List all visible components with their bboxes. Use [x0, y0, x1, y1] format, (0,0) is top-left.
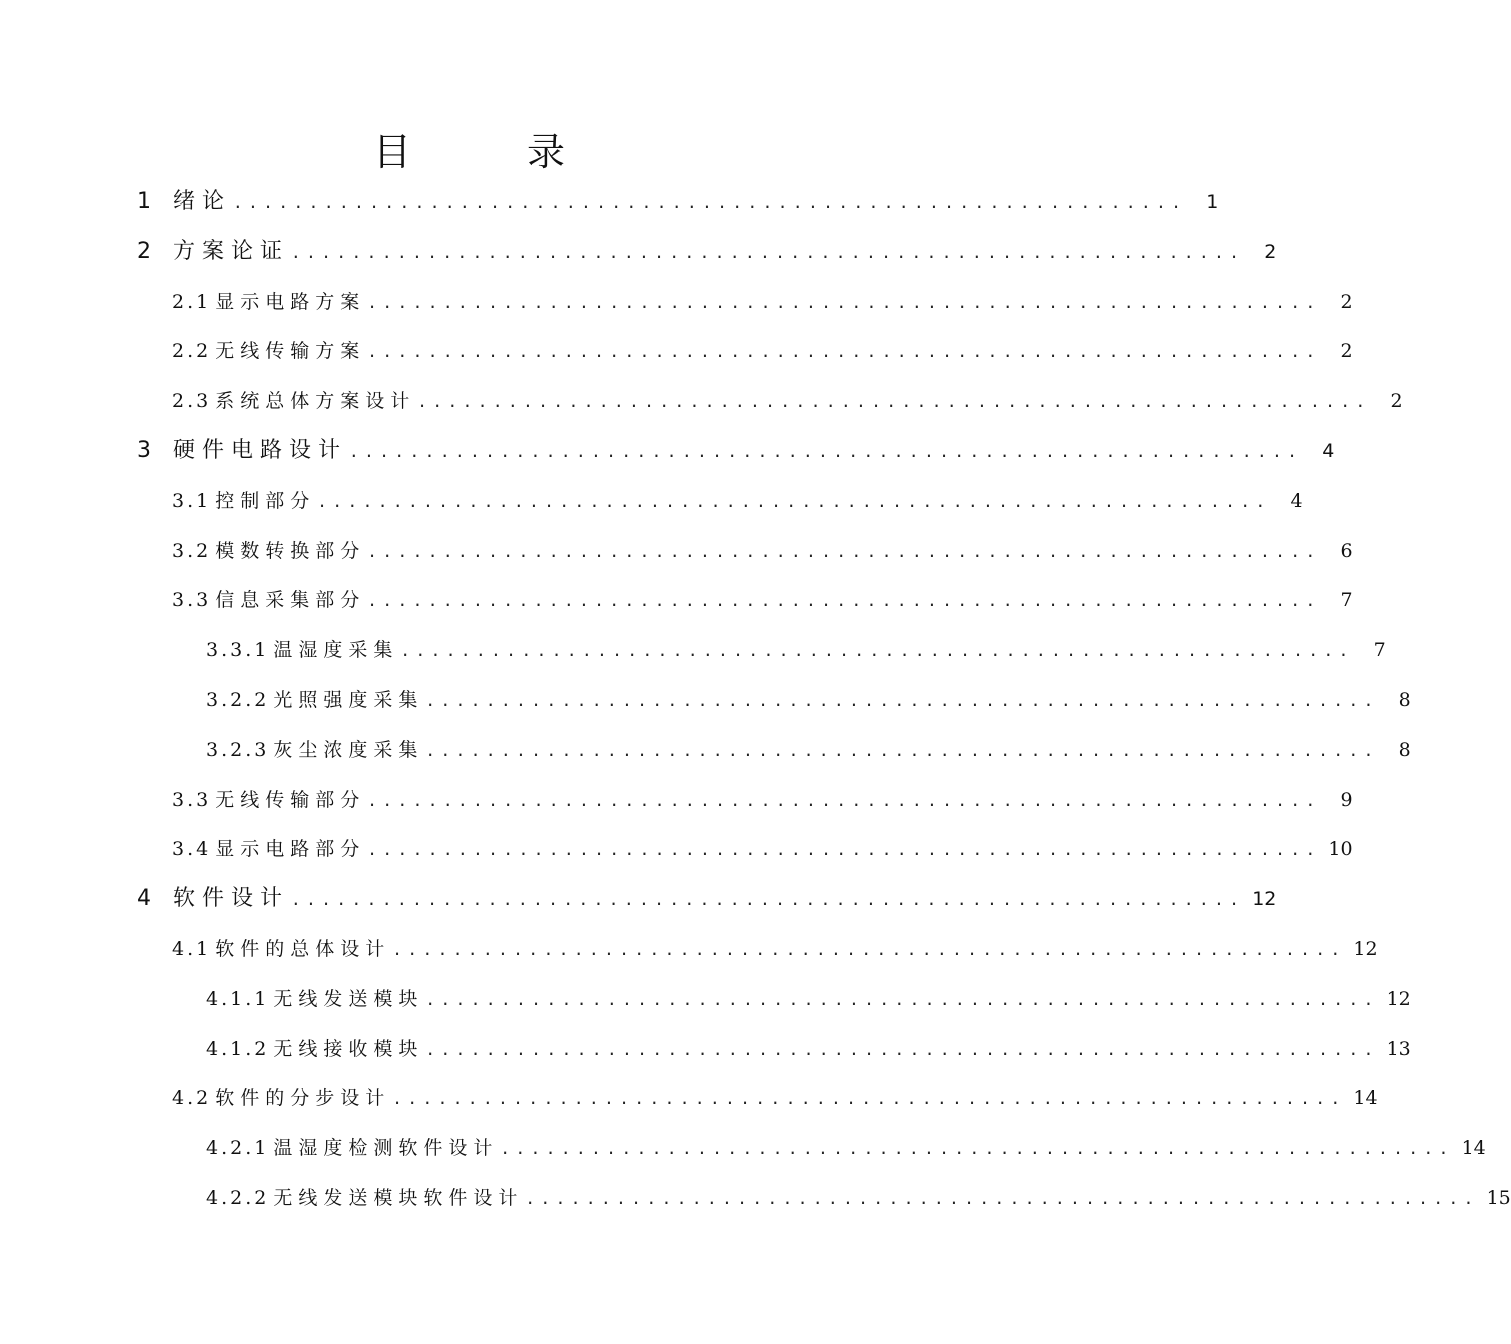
toc-entry-page: 12 — [1386, 987, 1411, 1010]
dot-leader: ............................................................... — [425, 740, 1379, 760]
toc-entry-page: 2 — [1340, 290, 1353, 313]
toc-entry-number: 4.1.2 — [206, 1037, 270, 1060]
toc-entry-page: 12 — [1353, 938, 1378, 960]
toc-entry-title: 光照强度采集 — [273, 689, 424, 711]
toc-entry-page: 14 — [1353, 1087, 1378, 1110]
dot-leader: ............................................................... — [425, 691, 1379, 710]
toc-entry-title: 绪论 — [173, 189, 232, 214]
toc-entry[interactable] — [172, 1082, 1378, 1114]
toc-entry-page: 7 — [1373, 639, 1386, 662]
toc-entry-page: 9 — [1340, 788, 1353, 811]
toc-entry-title: 软件设计 — [173, 886, 290, 912]
toc-entry-number: 3.4 — [172, 838, 212, 861]
toc-entry-number: 2.2 — [172, 340, 212, 363]
toc-entry-page: 14 — [1461, 1137, 1486, 1160]
toc-entry-title: 显示电路部分 — [215, 838, 366, 861]
toc-entry-title: 显示电路方案 — [215, 290, 366, 313]
toc-entry[interactable] — [172, 335, 1353, 367]
toc-entry-number: 3.2.3 — [206, 738, 270, 761]
dot-leader: ............................................................... — [367, 790, 1321, 810]
toc-entry[interactable] — [137, 883, 1277, 915]
toc-entry[interactable] — [206, 684, 1411, 716]
toc-entry-number: 2 — [137, 238, 151, 264]
toc-entry[interactable] — [137, 435, 1335, 467]
toc-entry-number: 3.3.1 — [206, 639, 270, 662]
toc-entry-page: 2 — [1264, 240, 1277, 263]
toc-entry-page: 4 — [1290, 489, 1303, 512]
toc-entry-number: 3.1 — [172, 489, 212, 512]
toc-entry-number: 3.2 — [172, 539, 212, 562]
toc-entry-page: 8 — [1398, 738, 1411, 761]
toc-entry[interactable] — [206, 1132, 1486, 1164]
dot-leader: ............................................................... — [233, 193, 1187, 212]
toc-entry[interactable] — [172, 385, 1403, 417]
toc-entry-number: 4.1.1 — [206, 987, 270, 1010]
toc-entry-page: 7 — [1340, 589, 1353, 612]
toc-entry-title: 温湿度检测软件设计 — [273, 1137, 499, 1160]
toc-entry-page: 2 — [1390, 390, 1403, 413]
toc-entry-title: 系统总体方案设计 — [215, 390, 416, 413]
toc-entry-number: 2.1 — [172, 290, 212, 313]
toc-entry-number: 4.2.2 — [206, 1187, 270, 1209]
toc-entry-number: 4 — [137, 886, 151, 912]
toc-entry-page: 13 — [1386, 1037, 1411, 1060]
toc-entry[interactable] — [206, 634, 1386, 666]
dot-leader: ............................................................... — [367, 591, 1321, 611]
dot-leader: ............................................................... — [367, 342, 1321, 362]
toc-entry-title: 软件的总体设计 — [215, 938, 391, 960]
toc-entry[interactable] — [206, 734, 1411, 766]
toc-entry-number: 3.3 — [172, 788, 212, 811]
toc-entry-title: 信息采集部分 — [215, 589, 366, 612]
dot-leader: ............................................................... — [349, 442, 1303, 461]
toc-entry[interactable] — [172, 286, 1353, 318]
dot-leader: ............................................................... — [525, 1189, 1479, 1208]
toc-entry-number: 4.1 — [172, 938, 212, 960]
toc-entry-title: 无线传输部分 — [215, 788, 366, 811]
toc-entry-number: 3.2.2 — [206, 689, 270, 711]
toc-entry-title: 温湿度采集 — [273, 639, 399, 662]
toc-entry[interactable] — [172, 833, 1353, 865]
toc-entry-page: 15 — [1486, 1187, 1511, 1209]
toc-entry-number: 4.2.1 — [206, 1137, 270, 1160]
toc-entry-number: 1 — [137, 189, 151, 214]
toc-entry[interactable] — [172, 535, 1353, 567]
dot-leader: ............................................................... — [317, 491, 1271, 511]
dot-leader: ............................................................... — [425, 1039, 1379, 1059]
toc-entry[interactable] — [172, 584, 1353, 616]
toc-entry[interactable] — [206, 1182, 1511, 1214]
toc-entry-page: 10 — [1328, 838, 1353, 861]
dot-leader: ............................................................... — [392, 1089, 1346, 1109]
toc-entry[interactable] — [172, 933, 1378, 965]
toc-entry-title: 无线发送模块软件设计 — [273, 1187, 524, 1209]
toc-entry-number: 4.2 — [172, 1087, 212, 1110]
toc-entry-title: 灰尘浓度采集 — [273, 738, 424, 761]
toc-entry-title: 无线发送模块 — [273, 987, 424, 1010]
toc-entry[interactable] — [172, 485, 1303, 517]
toc-entry-title: 模数转换部分 — [215, 539, 366, 562]
toc-entry-page: 2 — [1340, 340, 1353, 363]
toc-entry-title: 方案论证 — [173, 238, 290, 264]
dot-leader: ............................................................... — [367, 541, 1321, 561]
toc-entry-number: 2.3 — [172, 390, 212, 413]
toc-entry-page: 8 — [1398, 689, 1411, 711]
toc-entry[interactable] — [137, 236, 1277, 268]
toc-entry-title: 无线接收模块 — [273, 1037, 424, 1060]
toc-entry[interactable] — [206, 1033, 1411, 1065]
dot-leader: ............................................................... — [291, 890, 1245, 910]
toc-entry-page: 4 — [1322, 440, 1335, 462]
toc-entry-number: 3.3 — [172, 589, 212, 612]
dot-leader: ............................................................... — [291, 242, 1245, 262]
dot-leader: ............................................................... — [367, 840, 1321, 860]
toc-entry[interactable] — [137, 186, 1219, 218]
dot-leader: ............................................................... — [392, 940, 1346, 959]
toc-entry-page: 12 — [1252, 888, 1277, 911]
dot-leader: ............................................................... — [400, 641, 1354, 661]
dot-leader: ............................................................... — [425, 989, 1379, 1009]
toc-entry-title: 控制部分 — [215, 489, 316, 512]
dot-leader: ............................................................... — [367, 292, 1321, 312]
dot-leader: ............................................................... — [500, 1139, 1454, 1159]
toc-entry-title: 软件的分步设计 — [215, 1087, 391, 1110]
toc-entry[interactable] — [172, 784, 1353, 816]
toc-entry-page: 1 — [1206, 191, 1219, 213]
toc-entry-number: 3 — [137, 438, 151, 463]
toc-entry[interactable] — [206, 983, 1411, 1015]
toc-entry-page: 6 — [1340, 539, 1353, 562]
page-title: 目 录 — [372, 130, 618, 174]
dot-leader: ............................................................... — [417, 392, 1371, 412]
toc-entry-title: 无线传输方案 — [215, 340, 366, 363]
toc-entry-title: 硬件电路设计 — [173, 438, 348, 463]
